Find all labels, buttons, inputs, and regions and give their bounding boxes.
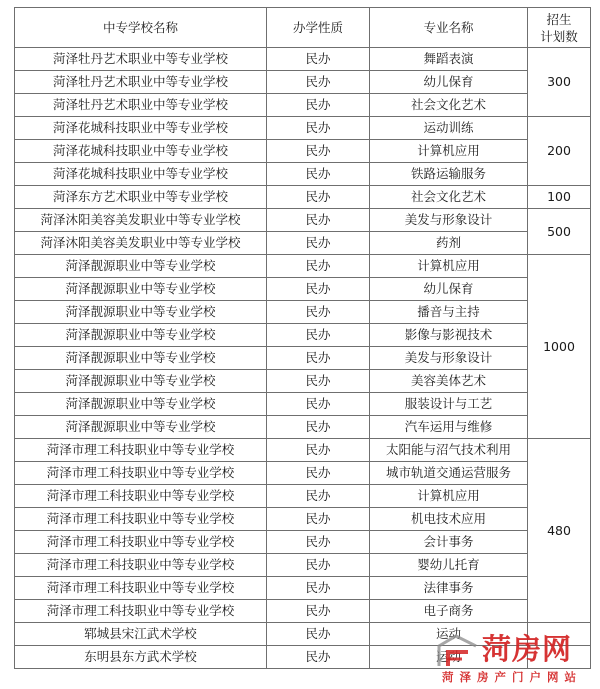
major-name-cell: 计算机应用 xyxy=(370,485,528,508)
school-nature-cell: 民办 xyxy=(267,186,370,209)
enrollment-plan-cell: 480 xyxy=(528,439,591,623)
enrollment-plan-cell: 200 xyxy=(528,117,591,186)
school-name-cell: 菏泽市理工科技职业中等专业学校 xyxy=(15,485,267,508)
major-name-cell: 城市轨道交通运营服务 xyxy=(370,462,528,485)
table-row xyxy=(15,324,591,347)
major-name-cell: 播音与主持 xyxy=(370,301,528,324)
table-row xyxy=(15,439,591,462)
header-major-name: 专业名称 xyxy=(370,8,528,48)
major-name-cell: 太阳能与沼气技术利用 xyxy=(370,439,528,462)
major-name-cell: 美容美体艺术 xyxy=(370,370,528,393)
table-row xyxy=(15,347,591,370)
school-name-cell: 菏泽牡丹艺术职业中等专业学校 xyxy=(15,94,267,117)
school-nature-cell: 民办 xyxy=(267,485,370,508)
school-nature-cell: 民办 xyxy=(267,324,370,347)
major-name-cell: 幼儿保育 xyxy=(370,278,528,301)
table-row xyxy=(15,623,591,646)
school-name-cell: 菏泽花城科技职业中等专业学校 xyxy=(15,117,267,140)
major-name-cell: 计算机应用 xyxy=(370,140,528,163)
table-row xyxy=(15,531,591,554)
school-nature-cell: 民办 xyxy=(267,94,370,117)
enrollment-plan-table xyxy=(14,7,591,669)
school-nature-cell: 民办 xyxy=(267,439,370,462)
table-row xyxy=(15,370,591,393)
major-name-cell: 运动 xyxy=(370,646,528,669)
header-school-nature: 办学性质 xyxy=(267,8,370,48)
enrollment-plan-cell: 300 xyxy=(528,48,591,117)
school-name-cell: 菏泽市理工科技职业中等专业学校 xyxy=(15,600,267,623)
table-row xyxy=(15,71,591,94)
school-name-cell: 菏泽市理工科技职业中等专业学校 xyxy=(15,462,267,485)
table-row xyxy=(15,301,591,324)
school-nature-cell: 民办 xyxy=(267,623,370,646)
school-nature-cell: 民办 xyxy=(267,646,370,669)
school-nature-cell: 民办 xyxy=(267,508,370,531)
major-name-cell: 美发与形象设计 xyxy=(370,209,528,232)
school-nature-cell: 民办 xyxy=(267,232,370,255)
school-name-cell: 菏泽市理工科技职业中等专业学校 xyxy=(15,577,267,600)
school-nature-cell: 民办 xyxy=(267,347,370,370)
major-name-cell: 影像与影视技术 xyxy=(370,324,528,347)
header-plan-line1: 招生 xyxy=(546,11,572,27)
major-name-cell: 美发与形象设计 xyxy=(370,347,528,370)
school-nature-cell: 民办 xyxy=(267,531,370,554)
school-nature-cell: 民办 xyxy=(267,163,370,186)
watermark-tagline: 菏泽房产门户网站 xyxy=(442,670,582,684)
school-nature-cell: 民办 xyxy=(267,117,370,140)
major-name-cell: 法律事务 xyxy=(370,577,528,600)
enrollment-plan-cell: 500 xyxy=(528,209,591,255)
table-row xyxy=(15,278,591,301)
school-nature-cell: 民办 xyxy=(267,301,370,324)
school-nature-cell: 民办 xyxy=(267,278,370,301)
school-name-cell: 菏泽花城科技职业中等专业学校 xyxy=(15,140,267,163)
table-header-row xyxy=(15,8,591,48)
school-name-cell: 菏泽市理工科技职业中等专业学校 xyxy=(15,439,267,462)
table-body xyxy=(15,48,591,669)
school-nature-cell: 民办 xyxy=(267,140,370,163)
school-name-cell: 菏泽牡丹艺术职业中等专业学校 xyxy=(15,71,267,94)
school-name-cell: 菏泽市理工科技职业中等专业学校 xyxy=(15,554,267,577)
school-name-cell: 菏泽靓源职业中等专业学校 xyxy=(15,324,267,347)
school-name-cell: 菏泽沐阳美容美发职业中等专业学校 xyxy=(15,232,267,255)
school-name-cell: 菏泽市理工科技职业中等专业学校 xyxy=(15,531,267,554)
table-row xyxy=(15,232,591,255)
major-name-cell: 运动训练 xyxy=(370,117,528,140)
enrollment-plan-cell xyxy=(528,646,591,669)
school-name-cell: 菏泽东方艺术职业中等专业学校 xyxy=(15,186,267,209)
major-name-cell: 汽车运用与维修 xyxy=(370,416,528,439)
table-row xyxy=(15,577,591,600)
enrollment-plan-cell: 1000 xyxy=(528,255,591,439)
school-name-cell: 菏泽靓源职业中等专业学校 xyxy=(15,301,267,324)
school-nature-cell: 民办 xyxy=(267,48,370,71)
table-row xyxy=(15,646,591,669)
school-name-cell: 东明县东方武术学校 xyxy=(15,646,267,669)
major-name-cell: 舞蹈表演 xyxy=(370,48,528,71)
school-name-cell: 菏泽靓源职业中等专业学校 xyxy=(15,370,267,393)
major-name-cell: 机电技术应用 xyxy=(370,508,528,531)
table-row xyxy=(15,255,591,278)
school-nature-cell: 民办 xyxy=(267,71,370,94)
school-nature-cell: 民办 xyxy=(267,393,370,416)
table-row xyxy=(15,48,591,71)
school-name-cell: 菏泽靓源职业中等专业学校 xyxy=(15,255,267,278)
table-row xyxy=(15,186,591,209)
watermark-brand-text: 菏房网 xyxy=(482,632,573,666)
school-nature-cell: 民办 xyxy=(267,554,370,577)
school-name-cell: 郓城县宋江武术学校 xyxy=(15,623,267,646)
school-nature-cell: 民办 xyxy=(267,416,370,439)
school-name-cell: 菏泽靓源职业中等专业学校 xyxy=(15,347,267,370)
table-row xyxy=(15,508,591,531)
table-row xyxy=(15,140,591,163)
school-name-cell: 菏泽靓源职业中等专业学校 xyxy=(15,416,267,439)
major-name-cell: 婴幼儿托育 xyxy=(370,554,528,577)
table-row xyxy=(15,209,591,232)
school-nature-cell: 民办 xyxy=(267,370,370,393)
table-row xyxy=(15,416,591,439)
major-name-cell: 社会文化艺术 xyxy=(370,94,528,117)
major-name-cell: 铁路运输服务 xyxy=(370,163,528,186)
school-name-cell: 菏泽花城科技职业中等专业学校 xyxy=(15,163,267,186)
table-row xyxy=(15,94,591,117)
school-nature-cell: 民办 xyxy=(267,209,370,232)
major-name-cell: 电子商务 xyxy=(370,600,528,623)
major-name-cell: 幼儿保育 xyxy=(370,71,528,94)
school-nature-cell: 民办 xyxy=(267,600,370,623)
school-name-cell: 菏泽靓源职业中等专业学校 xyxy=(15,278,267,301)
major-name-cell: 会计事务 xyxy=(370,531,528,554)
major-name-cell: 服装设计与工艺 xyxy=(370,393,528,416)
table-row xyxy=(15,117,591,140)
school-name-cell: 菏泽市理工科技职业中等专业学校 xyxy=(15,508,267,531)
table-row xyxy=(15,600,591,623)
enrollment-plan-cell xyxy=(528,623,591,646)
school-name-cell: 菏泽沐阳美容美发职业中等专业学校 xyxy=(15,209,267,232)
school-nature-cell: 民办 xyxy=(267,577,370,600)
table-row xyxy=(15,393,591,416)
major-name-cell: 社会文化艺术 xyxy=(370,186,528,209)
school-nature-cell: 民办 xyxy=(267,255,370,278)
table-row xyxy=(15,554,591,577)
table-row xyxy=(15,462,591,485)
major-name-cell: 药剂 xyxy=(370,232,528,255)
table-row xyxy=(15,163,591,186)
header-school-name: 中专学校名称 xyxy=(15,8,267,48)
enrollment-plan-cell: 100 xyxy=(528,186,591,209)
school-nature-cell: 民办 xyxy=(267,462,370,485)
school-name-cell: 菏泽牡丹艺术职业中等专业学校 xyxy=(15,48,267,71)
header-plan-line2: 计划数 xyxy=(540,28,578,44)
major-name-cell: 计算机应用 xyxy=(370,255,528,278)
school-name-cell: 菏泽靓源职业中等专业学校 xyxy=(15,393,267,416)
header-enrollment-plan xyxy=(528,8,591,48)
major-name-cell: 运动 xyxy=(370,623,528,646)
table-row xyxy=(15,485,591,508)
